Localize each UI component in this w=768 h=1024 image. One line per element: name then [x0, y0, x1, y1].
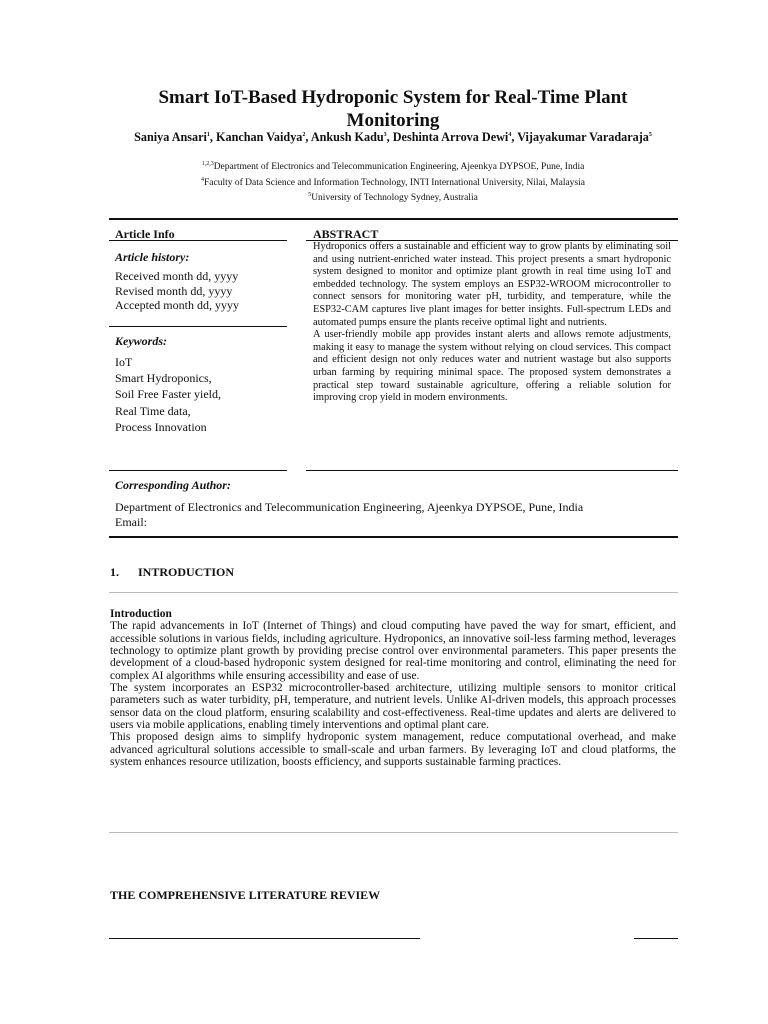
keywords-heading: Keywords:: [115, 334, 167, 348]
subsection-heading: Introduction: [110, 608, 172, 620]
author-name: Saniya Ansari: [134, 130, 207, 144]
accepted-date: Accepted month dd, yyyy: [115, 298, 239, 312]
affiliation-line: $^{1,2,3}$Department of Electronics and Telecommunication Engineering, Ajeenkya DYPSOE, Pune, India: [201, 161, 585, 173]
corresponding-author-details: [115, 500, 583, 529]
author-name: Kanchan Vaidya: [216, 130, 303, 144]
author-name: Ankush Kadu: [310, 130, 384, 144]
corresponding-department: Department of Electronics and Telecommunication Engineering, Ajeenkya DYPSOE, Pune, India: [115, 500, 584, 514]
literature-rule-right: [634, 938, 678, 939]
intro-end-rule: [109, 832, 678, 833]
article-history-heading: Article history:: [115, 250, 190, 264]
keyword-item: Smart Hydroponics,: [115, 371, 212, 386]
introduction-body: [110, 608, 676, 768]
body-paragraph: The system incorporates an ESP32 microcontroller-based architecture, utilizing multiple sensors to monitor critical parameters such as water turbidity, pH, temperature, and nutrient levels. Unlike AI-driven models, this approach processes sensor data on the cloud platform, ensuring scalability and cost-effectiveness. Real-time updates and alerts are delivered to users via mobile applications, enabling timely interventions and optimal plant care.: [110, 682, 676, 732]
abstract-heading: ABSTRACT: [313, 227, 379, 241]
info-bottom-left-rule: [109, 470, 287, 471]
section-heading-introduction: [110, 565, 234, 580]
keyword-item: IoT: [115, 355, 133, 369]
corresponding-author-heading: Corresponding Author:: [115, 478, 231, 492]
intro-heading-rule: [109, 592, 678, 593]
keyword-item: Process Innovation: [115, 419, 207, 434]
abstract-paragraph: A user-friendly mobile app provides instant alerts and allows remote adjustments, making it easy to manage the system without relying on cloud services. This compact and efficient design not only reduces water and nutrient wastage but also supports urban farming by requiring minimal space. The proposed system demonstrates a practical step toward sustainable agriculture, offering a reliable solution for improving crop yield in modern environments.: [313, 329, 671, 404]
body-paragraph: This proposed design aims to simplify hydroponic system management, reduce computational overhead, and make advanced agricultural solutions accessible to small-scale and urban farmers. By leveraging IoT and cloud platforms, the system enhances resource utilization, boosts efficiency, and supports sustainable farming practices.: [110, 731, 676, 769]
revised-date: Revised month dd, yyyy: [115, 283, 233, 298]
article-info-heading: Article Info: [115, 227, 175, 241]
author-list: Saniya Ansari$^1$, Kanchan Vaidya$^2$, Ankush Kadu$^3$, Deshinta Arrova Dewi$^4$, Vijayakumar Varadaraja$^5$: [134, 130, 652, 144]
literature-rule-left: [109, 938, 420, 939]
section-number: 1.: [110, 565, 119, 579]
affiliation-line: $^4$Faculty of Data Science and Information Technology, INTI International University, Nilai, Malaysia: [201, 176, 585, 188]
abstract-paragraph: Hydroponics offers a sustainable and efficient way to grow plants by eliminating soil and using nutrient-enriched water instead. This project presents a smart hydroponic system designed to monitor and optimize plant growth in real time using IoT and embedded technology. The system employs an ESP32-WROOM microcontroller to connect sensors for monitoring water pH, turbidity, and temperature, while the ESP32-CAM captures live plant images for better insights. Full-spectrum LEDs and automated pumps ensure the plants receive optimal light and nutrients.: [313, 241, 671, 328]
author-name: Deshinta Arrova Dewi: [392, 130, 509, 144]
abstract-body: [313, 241, 671, 405]
body-paragraph: The rapid advancements in IoT (Internet of Things) and cloud computing have paved the way for smart, efficient, and accessible solutions in various fields, including agriculture. Hydroponics, an innovative soil-less farming method, leverages technology to optimize plant growth by providing precise control over environmental parameters. This paper presents the development of a cloud-based hydroponic system designed for real-time monitoring and control, eliminating the need for complex AI algorithms while ensuring accessibility and ease of use.: [110, 620, 676, 682]
keywords-rule: [109, 326, 287, 327]
corresponding-email: Email:: [115, 514, 147, 529]
info-top-rule: [109, 218, 678, 220]
article-history-dates: [115, 269, 239, 313]
paper-title: Smart IoT-Based Hydroponic System for Real-Time Plant Monitoring: [158, 87, 628, 131]
affiliation-line: $^5$University of Technology Sydney, Australia: [308, 192, 478, 204]
received-date: Received month dd, yyyy: [115, 269, 239, 283]
author-name: Vijayakumar Varadaraja: [517, 130, 649, 144]
corresponding-bottom-rule: [109, 536, 678, 538]
keyword-item: Real Time data,: [115, 403, 191, 418]
affiliations: [110, 158, 676, 205]
keyword-item: Soil Free Faster yield,: [115, 387, 221, 402]
info-bottom-right-rule: [306, 470, 678, 471]
keyword-list: [115, 354, 221, 435]
section-title: INTRODUCTION: [138, 565, 235, 579]
section-heading-literature-review: THE COMPREHENSIVE LITERATURE REVIEW: [110, 888, 381, 902]
